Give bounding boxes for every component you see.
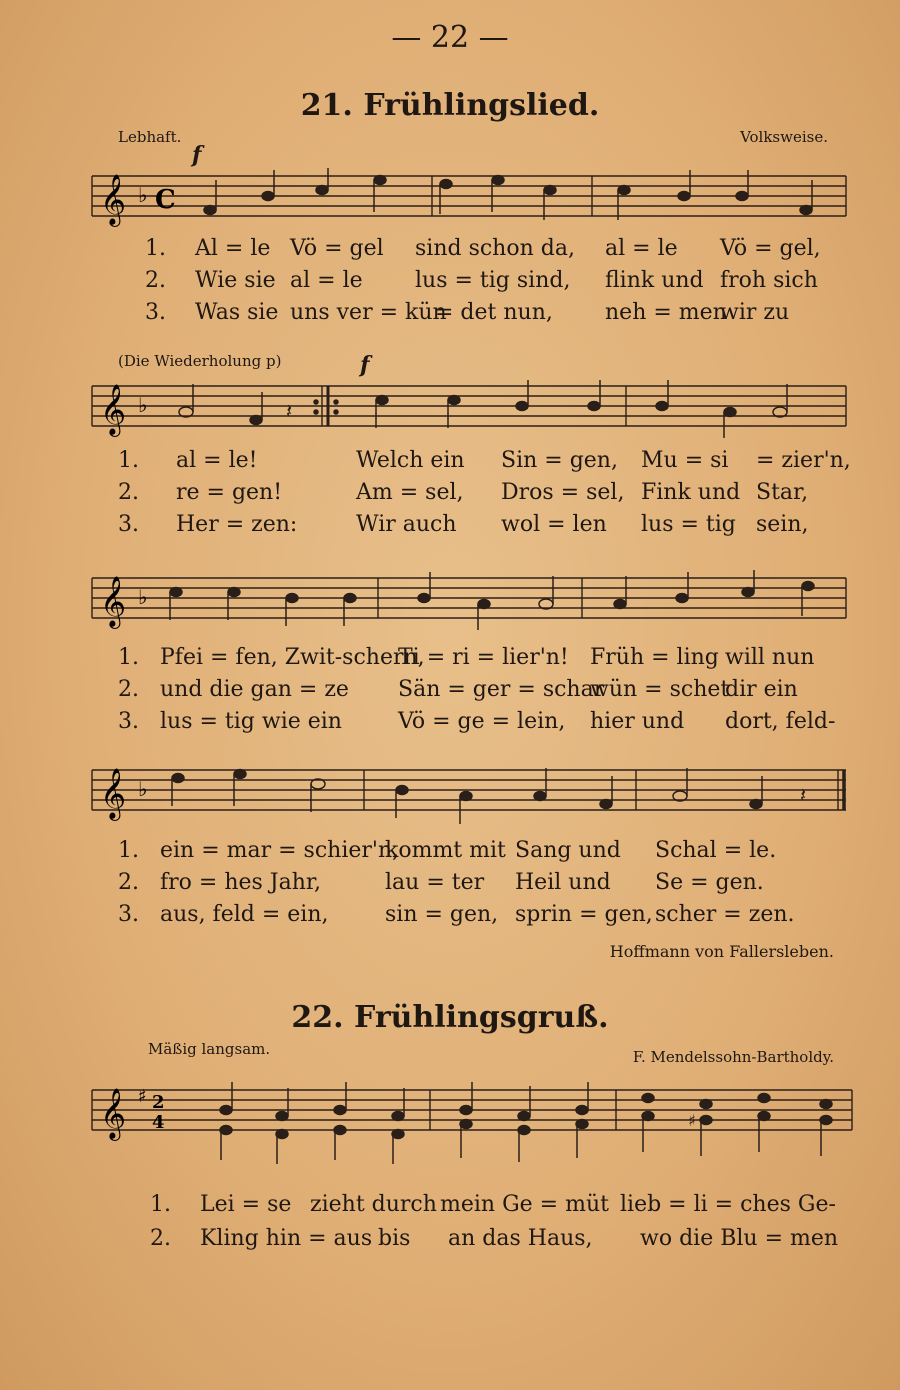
svg-text:♭: ♭ <box>138 777 148 801</box>
dynamic-marking: f <box>192 142 202 168</box>
lyric-line: 3. lus = tig wie ein Vö = ge = lein, hier und dort, feld- <box>118 709 836 734</box>
svg-text:𝄞: 𝄞 <box>100 576 127 627</box>
music-staff <box>0 378 900 440</box>
svg-text:𝄞: 𝄞 <box>100 768 127 819</box>
svg-text:♭: ♭ <box>138 393 148 417</box>
time-signature-bottom: 4 <box>152 1112 165 1133</box>
lyric-line: 2. fro = hes Jahr, lau = ter Heil und Se = gen. <box>118 870 764 895</box>
lyric-line: 2. Wie sie al = le lus = tig sind, flink und froh sich <box>145 268 818 293</box>
song-title: 21. Frühlingslied. <box>300 88 600 123</box>
music-staff <box>0 1082 900 1172</box>
svg-text:𝄽: 𝄽 <box>800 783 807 807</box>
lyric-line: 2. re = gen! Am = sel, Dros = sel, Fink und Star, <box>118 480 809 505</box>
composer-credit: F. Mendelssohn-Bartholdy. <box>632 1048 834 1066</box>
lyric-line: 1. ein = mar = schier'n, kommt mit Sang und Schal = le. <box>118 838 777 863</box>
lyric-line: 1. Lei = se zieht durch mein Ge = müt lieb = li = ches Ge- <box>150 1192 836 1217</box>
lyric-line: 1. Pfei = fen, Zwit-schern, Ti = ri = lier'n! Früh = ling will nun <box>118 645 815 670</box>
svg-text:♯: ♯ <box>688 1111 696 1130</box>
svg-text:𝄽: 𝄽 <box>286 399 293 423</box>
lyricist-credit: Hoffmann von Fallersleben. <box>609 942 834 961</box>
time-signature-top: 2 <box>152 1092 165 1113</box>
lyric-line: 1. al = le! Welch ein Sin = gen, Mu = si = zier'n, <box>118 448 851 473</box>
svg-text:♭: ♭ <box>138 585 148 609</box>
svg-text:♯: ♯ <box>138 1086 147 1107</box>
svg-text:C: C <box>155 185 176 215</box>
svg-text:𝄞: 𝄞 <box>100 1088 127 1139</box>
svg-text:𝄞: 𝄞 <box>100 384 127 435</box>
lyric-line: 3. Her = zen: Wir auch wol = len lus = tig sein, <box>118 512 809 537</box>
dynamic-marking: f <box>360 352 370 378</box>
tempo-marking: Lebhaft. <box>118 128 182 146</box>
repeat-instruction: (Die Wiederholung p) <box>118 352 282 370</box>
lyric-line: 2. Kling hin = aus bis an das Haus, wo die Blu = men <box>150 1226 839 1251</box>
music-staff <box>0 168 900 228</box>
lyric-line: 1. Al = le Vö = gel sind schon da, al = le Vö = gel, <box>145 236 821 261</box>
svg-text:♭: ♭ <box>138 183 148 207</box>
music-staff <box>0 762 900 824</box>
tempo-marking: Mäßig langsam. <box>148 1040 271 1058</box>
music-staff <box>0 570 900 632</box>
song-title: 22. Frühlingsgruß. <box>291 1000 609 1035</box>
page-number: — 22 — <box>391 20 509 55</box>
melody-origin: Volksweise. <box>740 128 828 146</box>
lyric-line: 3. aus, feld = ein, sin = gen, sprin = gen, scher = zen. <box>118 902 795 927</box>
lyric-line: 3. Was sie uns ver = kün = det nun, neh = men wir zu <box>145 300 790 325</box>
treble-clef-icon: 𝄞 <box>100 174 127 225</box>
lyric-line: 2. und die gan = ze Sän = ger = schar wün = schet dir ein <box>118 677 798 702</box>
